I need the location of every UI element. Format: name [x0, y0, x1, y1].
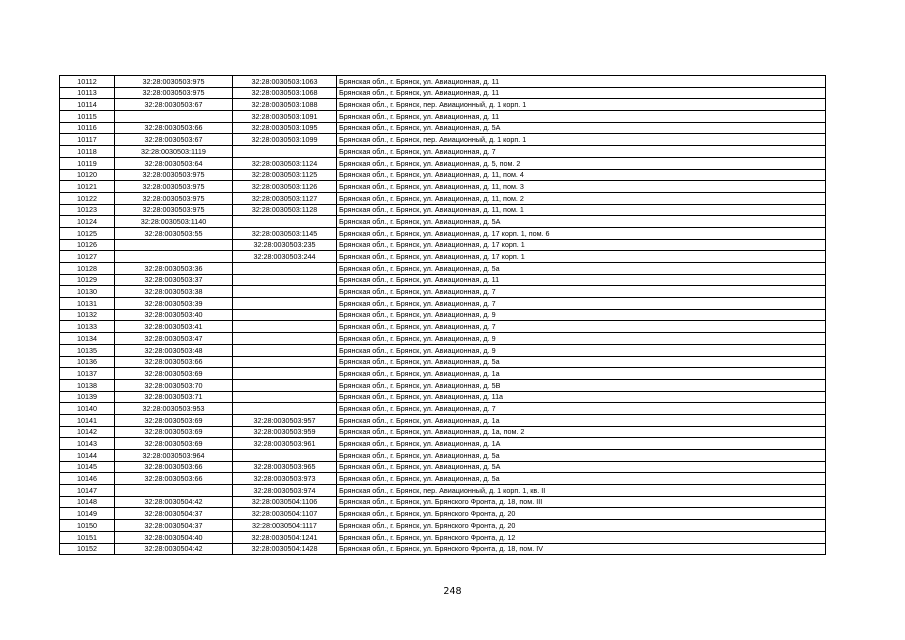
land-cadastral-number-cell — [115, 485, 233, 497]
address-cell: Брянская обл., г. Брянск, ул. Авиационная, д. 11, пом. 3 — [337, 181, 826, 193]
land-cadastral-number-cell: 32:28:0030503:71 — [115, 391, 233, 403]
address-cell: Брянская обл., г. Брянск, ул. Авиационная, д. 5а — [337, 263, 826, 275]
object-cadastral-number-cell: 32:28:0030503:1068 — [233, 87, 337, 99]
table-body — [60, 76, 826, 555]
address-cell: Брянская обл., г. Брянск, ул. Авиационная, д. 11, пом. 4 — [337, 169, 826, 181]
row-number-cell: 10125 — [60, 227, 115, 239]
page-number: 248 — [443, 586, 462, 597]
address-cell: Брянская обл., г. Брянск, ул. Авиационная, д. 7 — [337, 403, 826, 415]
table-row — [60, 204, 826, 216]
object-cadastral-number-cell: 32:28:0030503:244 — [233, 251, 337, 263]
land-cadastral-number-cell: 32:28:0030503:67 — [115, 99, 233, 111]
land-cadastral-number-cell: 32:28:0030503:975 — [115, 192, 233, 204]
row-number-cell: 10140 — [60, 403, 115, 415]
land-cadastral-number-cell: 32:28:0030503:975 — [115, 76, 233, 88]
object-cadastral-number-cell — [233, 274, 337, 286]
address-cell: Брянская обл., г. Брянск, ул. Авиационная, д. 7 — [337, 146, 826, 158]
land-cadastral-number-cell: 32:28:0030503:36 — [115, 263, 233, 275]
table-row — [60, 76, 826, 88]
address-cell: Брянская обл., г. Брянск, ул. Авиационная, д. 11 — [337, 274, 826, 286]
row-number-cell: 10139 — [60, 391, 115, 403]
address-cell: Брянская обл., г. Брянск, ул. Авиационная, д. 11, пом. 2 — [337, 192, 826, 204]
table-row — [60, 286, 826, 298]
address-cell: Брянская обл., г. Брянск, пер. Авиационный, д. 1 корп. 1, кв. II — [337, 485, 826, 497]
land-cadastral-number-cell: 32:28:0030503:964 — [115, 450, 233, 462]
object-cadastral-number-cell: 32:28:0030504:1241 — [233, 531, 337, 543]
table-row — [60, 263, 826, 275]
object-cadastral-number-cell: 32:28:0030503:961 — [233, 438, 337, 450]
land-cadastral-number-cell: 32:28:0030503:66 — [115, 356, 233, 368]
row-number-cell: 10128 — [60, 263, 115, 275]
address-cell: Брянская обл., г. Брянск, ул. Авиационная, д. 5а — [337, 473, 826, 485]
land-cadastral-number-cell — [115, 251, 233, 263]
address-cell: Брянская обл., г. Брянск, ул. Авиационная, д. 5а — [337, 356, 826, 368]
object-cadastral-number-cell: 32:28:0030503:1063 — [233, 76, 337, 88]
object-cadastral-number-cell — [233, 379, 337, 391]
address-cell: Брянская обл., г. Брянск, ул. Авиационная, д. 1а — [337, 368, 826, 380]
table-row — [60, 356, 826, 368]
row-number-cell: 10137 — [60, 368, 115, 380]
land-cadastral-number-cell: 32:28:0030503:48 — [115, 344, 233, 356]
object-cadastral-number-cell: 32:28:0030503:1091 — [233, 111, 337, 123]
row-number-cell: 10122 — [60, 192, 115, 204]
row-number-cell: 10114 — [60, 99, 115, 111]
table-row — [60, 543, 826, 555]
address-cell: Брянская обл., г. Брянск, ул. Авиационная, д. 11 — [337, 87, 826, 99]
land-cadastral-number-cell: 32:28:0030503:67 — [115, 134, 233, 146]
land-cadastral-number-cell: 32:28:0030504:40 — [115, 531, 233, 543]
land-cadastral-number-cell: 32:28:0030504:37 — [115, 520, 233, 532]
land-cadastral-number-cell: 32:28:0030503:69 — [115, 368, 233, 380]
land-cadastral-number-cell: 32:28:0030503:69 — [115, 426, 233, 438]
row-number-cell: 10120 — [60, 169, 115, 181]
address-cell: Брянская обл., г. Брянск, ул. Авиационная, д. 11 — [337, 111, 826, 123]
land-cadastral-number-cell — [115, 111, 233, 123]
row-number-cell: 10148 — [60, 496, 115, 508]
table-row — [60, 216, 826, 228]
table-row — [60, 321, 826, 333]
row-number-cell: 10123 — [60, 204, 115, 216]
land-cadastral-number-cell: 32:28:0030503:55 — [115, 227, 233, 239]
table-row — [60, 134, 826, 146]
row-number-cell: 10113 — [60, 87, 115, 99]
row-number-cell: 10143 — [60, 438, 115, 450]
object-cadastral-number-cell — [233, 146, 337, 158]
row-number-cell: 10151 — [60, 531, 115, 543]
land-cadastral-number-cell: 32:28:0030503:975 — [115, 204, 233, 216]
table-row — [60, 99, 826, 111]
address-cell: Брянская обл., г. Брянск, ул. Брянского Фронта, д. 18, пом. III — [337, 496, 826, 508]
table-row — [60, 450, 826, 462]
object-cadastral-number-cell — [233, 450, 337, 462]
object-cadastral-number-cell: 32:28:0030503:1124 — [233, 157, 337, 169]
land-cadastral-number-cell: 32:28:0030503:64 — [115, 157, 233, 169]
land-cadastral-number-cell: 32:28:0030503:39 — [115, 298, 233, 310]
object-cadastral-number-cell — [233, 344, 337, 356]
object-cadastral-number-cell — [233, 368, 337, 380]
object-cadastral-number-cell — [233, 403, 337, 415]
land-cadastral-number-cell: 32:28:0030503:66 — [115, 122, 233, 134]
row-number-cell: 10129 — [60, 274, 115, 286]
land-cadastral-number-cell: 32:28:0030503:975 — [115, 181, 233, 193]
row-number-cell: 10116 — [60, 122, 115, 134]
land-cadastral-number-cell: 32:28:0030503:975 — [115, 169, 233, 181]
table-row — [60, 508, 826, 520]
land-cadastral-number-cell: 32:28:0030503:69 — [115, 414, 233, 426]
row-number-cell: 10115 — [60, 111, 115, 123]
object-cadastral-number-cell: 32:28:0030503:1125 — [233, 169, 337, 181]
address-cell: Брянская обл., г. Брянск, ул. Брянского Фронта, д. 18, пом. IV — [337, 543, 826, 555]
row-number-cell: 10150 — [60, 520, 115, 532]
table-row — [60, 520, 826, 532]
row-number-cell: 10131 — [60, 298, 115, 310]
object-cadastral-number-cell — [233, 309, 337, 321]
address-cell: Брянская обл., г. Брянск, ул. Авиационная, д. 17 корп. 1 — [337, 251, 826, 263]
row-number-cell: 10136 — [60, 356, 115, 368]
object-cadastral-number-cell: 32:28:0030504:1106 — [233, 496, 337, 508]
row-number-cell: 10117 — [60, 134, 115, 146]
table-row — [60, 461, 826, 473]
address-cell: Брянская обл., г. Брянск, ул. Авиационная, д. 5а — [337, 450, 826, 462]
address-cell: Брянская обл., г. Брянск, ул. Авиационная, д. 1а, пом. 2 — [337, 426, 826, 438]
row-number-cell: 10112 — [60, 76, 115, 88]
address-cell: Брянская обл., г. Брянск, ул. Авиационная, д. 5А — [337, 461, 826, 473]
land-cadastral-number-cell: 32:28:0030503:37 — [115, 274, 233, 286]
address-cell: Брянская обл., г. Брянск, ул. Авиационная, д. 7 — [337, 321, 826, 333]
object-cadastral-number-cell: 32:28:0030504:1428 — [233, 543, 337, 555]
address-cell: Брянская обл., г. Брянск, пер. Авиационный, д. 1 корп. 1 — [337, 134, 826, 146]
land-cadastral-number-cell: 32:28:0030503:47 — [115, 333, 233, 345]
table-row — [60, 344, 826, 356]
row-number-cell: 10152 — [60, 543, 115, 555]
row-number-cell: 10147 — [60, 485, 115, 497]
table-row — [60, 298, 826, 310]
table-row — [60, 426, 826, 438]
address-cell: Брянская обл., г. Брянск, ул. Авиационная, д. 7 — [337, 286, 826, 298]
table-row — [60, 309, 826, 321]
address-cell: Брянская обл., г. Брянск, ул. Авиационная, д. 11а — [337, 391, 826, 403]
object-cadastral-number-cell: 32:28:0030503:1088 — [233, 99, 337, 111]
address-cell: Брянская обл., г. Брянск, ул. Авиационная, д. 5, пом. 2 — [337, 157, 826, 169]
address-cell: Брянская обл., г. Брянск, ул. Авиационная, д. 5А — [337, 122, 826, 134]
table-row — [60, 496, 826, 508]
table-row — [60, 239, 826, 251]
object-cadastral-number-cell: 32:28:0030503:1128 — [233, 204, 337, 216]
row-number-cell: 10144 — [60, 450, 115, 462]
land-cadastral-number-cell: 32:28:0030503:953 — [115, 403, 233, 415]
address-cell: Брянская обл., г. Брянск, ул. Авиационная, д. 17 корп. 1 — [337, 239, 826, 251]
land-cadastral-number-cell: 32:28:0030503:69 — [115, 438, 233, 450]
object-cadastral-number-cell: 32:28:0030503:973 — [233, 473, 337, 485]
land-cadastral-number-cell: 32:28:0030504:42 — [115, 496, 233, 508]
object-cadastral-number-cell — [233, 286, 337, 298]
object-cadastral-number-cell: 32:28:0030503:1099 — [233, 134, 337, 146]
object-cadastral-number-cell: 32:28:0030503:235 — [233, 239, 337, 251]
row-number-cell: 10138 — [60, 379, 115, 391]
land-cadastral-number-cell: 32:28:0030503:40 — [115, 309, 233, 321]
object-cadastral-number-cell: 32:28:0030503:974 — [233, 485, 337, 497]
row-number-cell: 10118 — [60, 146, 115, 158]
land-cadastral-number-cell: 32:28:0030503:70 — [115, 379, 233, 391]
object-cadastral-number-cell: 32:28:0030503:957 — [233, 414, 337, 426]
land-cadastral-number-cell: 32:28:0030503:66 — [115, 461, 233, 473]
land-cadastral-number-cell: 32:28:0030504:37 — [115, 508, 233, 520]
row-number-cell: 10130 — [60, 286, 115, 298]
object-cadastral-number-cell — [233, 216, 337, 228]
address-cell: Брянская обл., г. Брянск, ул. Авиационная, д. 1А — [337, 438, 826, 450]
object-cadastral-number-cell: 32:28:0030503:959 — [233, 426, 337, 438]
row-number-cell: 10134 — [60, 333, 115, 345]
address-cell: Брянская обл., г. Брянск, ул. Авиационная, д. 17 корп. 1, пом. 6 — [337, 227, 826, 239]
table-row — [60, 379, 826, 391]
object-cadastral-number-cell — [233, 298, 337, 310]
table-row — [60, 122, 826, 134]
land-cadastral-number-cell: 32:28:0030503:1119 — [115, 146, 233, 158]
table-row — [60, 414, 826, 426]
address-cell: Брянская обл., г. Брянск, ул. Авиационная, д. 9 — [337, 333, 826, 345]
object-cadastral-number-cell: 32:28:0030504:1107 — [233, 508, 337, 520]
land-cadastral-number-cell: 32:28:0030503:66 — [115, 473, 233, 485]
object-cadastral-number-cell: 32:28:0030503:1127 — [233, 192, 337, 204]
land-cadastral-number-cell: 32:28:0030503:41 — [115, 321, 233, 333]
table-row — [60, 87, 826, 99]
row-number-cell: 10149 — [60, 508, 115, 520]
object-cadastral-number-cell: 32:28:0030503:1095 — [233, 122, 337, 134]
address-cell: Брянская обл., г. Брянск, ул. Авиационная, д. 9 — [337, 344, 826, 356]
row-number-cell: 10132 — [60, 309, 115, 321]
table-row — [60, 251, 826, 263]
row-number-cell: 10135 — [60, 344, 115, 356]
table-row — [60, 438, 826, 450]
table-row — [60, 192, 826, 204]
address-cell: Брянская обл., г. Брянск, ул. Авиационная, д. 7 — [337, 298, 826, 310]
table-row — [60, 333, 826, 345]
address-cell: Брянская обл., г. Брянск, ул. Брянского Фронта, д. 20 — [337, 508, 826, 520]
object-cadastral-number-cell — [233, 333, 337, 345]
row-number-cell: 10119 — [60, 157, 115, 169]
land-cadastral-number-cell: 32:28:0030503:975 — [115, 87, 233, 99]
object-cadastral-number-cell: 32:28:0030503:1145 — [233, 227, 337, 239]
land-cadastral-number-cell: 32:28:0030503:1140 — [115, 216, 233, 228]
row-number-cell: 10145 — [60, 461, 115, 473]
row-number-cell: 10133 — [60, 321, 115, 333]
table-row — [60, 531, 826, 543]
address-cell: Брянская обл., г. Брянск, ул. Авиационная, д. 5А — [337, 216, 826, 228]
table-row — [60, 111, 826, 123]
table-row — [60, 169, 826, 181]
address-cell: Брянская обл., г. Брянск, ул. Авиационная, д. 5В — [337, 379, 826, 391]
object-cadastral-number-cell — [233, 391, 337, 403]
row-number-cell: 10124 — [60, 216, 115, 228]
row-number-cell: 10142 — [60, 426, 115, 438]
object-cadastral-number-cell: 32:28:0030503:965 — [233, 461, 337, 473]
land-cadastral-number-cell: 32:28:0030504:42 — [115, 543, 233, 555]
table-row — [60, 403, 826, 415]
land-cadastral-number-cell: 32:28:0030503:38 — [115, 286, 233, 298]
address-cell: Брянская обл., г. Брянск, ул. Авиационная, д. 11 — [337, 76, 826, 88]
row-number-cell: 10141 — [60, 414, 115, 426]
table-row — [60, 485, 826, 497]
address-cell: Брянская обл., г. Брянск, пер. Авиационный, д. 1 корп. 1 — [337, 99, 826, 111]
land-cadastral-number-cell — [115, 239, 233, 251]
table-row — [60, 391, 826, 403]
address-cell: Брянская обл., г. Брянск, ул. Брянского Фронта, д. 20 — [337, 520, 826, 532]
table-row — [60, 146, 826, 158]
row-number-cell: 10127 — [60, 251, 115, 263]
object-cadastral-number-cell — [233, 263, 337, 275]
table-row — [60, 274, 826, 286]
address-cell: Брянская обл., г. Брянск, ул. Брянского Фронта, д. 12 — [337, 531, 826, 543]
object-cadastral-number-cell: 32:28:0030503:1126 — [233, 181, 337, 193]
address-cell: Брянская обл., г. Брянск, ул. Авиационная, д. 1а — [337, 414, 826, 426]
table-row — [60, 473, 826, 485]
table-row — [60, 368, 826, 380]
address-cell: Брянская обл., г. Брянск, ул. Авиационная, д. 9 — [337, 309, 826, 321]
row-number-cell: 10126 — [60, 239, 115, 251]
table-row — [60, 181, 826, 193]
cadastral-table — [59, 75, 826, 555]
object-cadastral-number-cell — [233, 356, 337, 368]
object-cadastral-number-cell: 32:28:0030504:1117 — [233, 520, 337, 532]
table-row — [60, 227, 826, 239]
table-row — [60, 157, 826, 169]
row-number-cell: 10121 — [60, 181, 115, 193]
object-cadastral-number-cell — [233, 321, 337, 333]
address-cell: Брянская обл., г. Брянск, ул. Авиационная, д. 11, пом. 1 — [337, 204, 826, 216]
row-number-cell: 10146 — [60, 473, 115, 485]
